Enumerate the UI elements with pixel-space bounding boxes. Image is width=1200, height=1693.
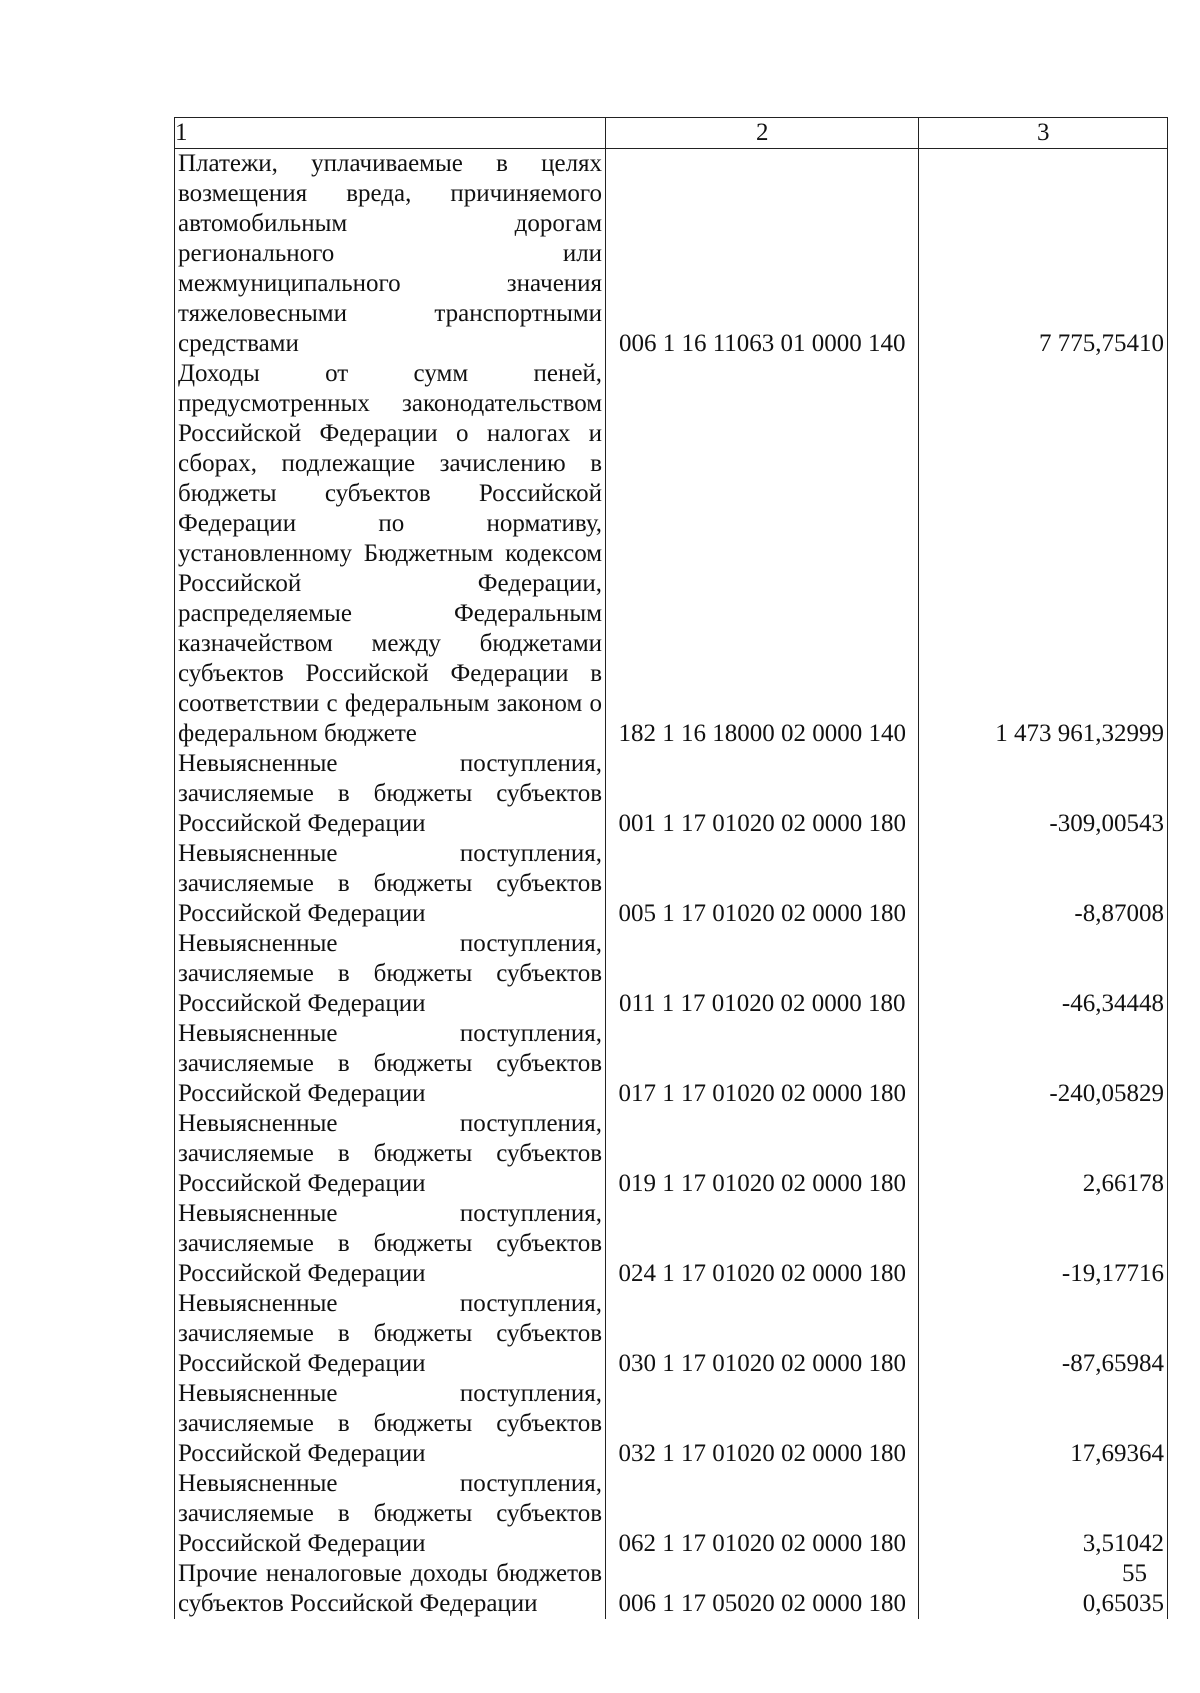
table-row <box>175 749 1168 839</box>
table-row <box>175 359 1168 749</box>
row-code: 062 1 17 01020 02 0000 180 <box>606 1469 919 1559</box>
row-amount: -8,87008 <box>919 839 1168 929</box>
revenue-table <box>174 117 1168 1619</box>
table-row <box>175 1379 1168 1469</box>
row-code: 006 1 16 11063 01 0000 140 <box>606 149 919 360</box>
table-row <box>175 1289 1168 1379</box>
table-body <box>175 149 1168 1620</box>
table-row <box>175 149 1168 360</box>
row-code: 005 1 17 01020 02 0000 180 <box>606 839 919 929</box>
row-code: 032 1 17 01020 02 0000 180 <box>606 1379 919 1469</box>
table-row <box>175 1019 1168 1109</box>
row-description: Невыясненные поступления, зачисляемые в бюджеты субъектов Российской Федерации <box>175 1289 606 1379</box>
table-row <box>175 1559 1168 1619</box>
row-amount: 0,65035 <box>919 1559 1168 1619</box>
row-description: Невыясненные поступления, зачисляемые в бюджеты субъектов Российской Федерации <box>175 1019 606 1109</box>
row-amount: 2,66178 <box>919 1109 1168 1199</box>
table-row <box>175 1199 1168 1289</box>
table-row <box>175 1109 1168 1199</box>
column-header-1: 1 <box>175 118 606 149</box>
row-code: 001 1 17 01020 02 0000 180 <box>606 749 919 839</box>
row-code: 011 1 17 01020 02 0000 180 <box>606 929 919 1019</box>
row-description: Невыясненные поступления, зачисляемые в бюджеты субъектов Российской Федерации <box>175 1469 606 1559</box>
row-amount: -309,00543 <box>919 749 1168 839</box>
row-description: Невыясненные поступления, зачисляемые в бюджеты субъектов Российской Федерации <box>175 839 606 929</box>
row-description: Доходы от сумм пеней, предусмотренных законодательством Российской Федерации о налогах и сборах, подлежащие зачислению в бюджеты субъектов Российской Федерации по нормативу, установленному Бюджетным кодексом Российской Федерации, распределяемые Федеральным казначейством между бюджетами субъектов Российской Федерации в соответствии с федеральным законом о федеральном бюджете <box>175 359 606 749</box>
column-header-2: 2 <box>606 118 919 149</box>
page-number: 55 <box>1122 1560 1147 1587</box>
row-amount: -87,65984 <box>919 1289 1168 1379</box>
row-code: 006 1 17 05020 02 0000 180 <box>606 1559 919 1619</box>
row-amount: -46,34448 <box>919 929 1168 1019</box>
row-amount: 7 775,75410 <box>919 149 1168 360</box>
row-amount: 1 473 961,32999 <box>919 359 1168 749</box>
row-code: 182 1 16 18000 02 0000 140 <box>606 359 919 749</box>
row-description: Невыясненные поступления, зачисляемые в бюджеты субъектов Российской Федерации <box>175 1109 606 1199</box>
row-description: Прочие неналоговые доходы бюджетов субъектов Российской Федерации <box>175 1559 606 1619</box>
row-code: 030 1 17 01020 02 0000 180 <box>606 1289 919 1379</box>
row-amount: -19,17716 <box>919 1199 1168 1289</box>
table-header-row <box>175 118 1168 149</box>
row-description: Платежи, уплачиваемые в целях возмещения вреда, причиняемого автомобильным дорогам регионального или межмуниципального значения тяжеловесными транспортными средствами <box>175 149 606 360</box>
row-description: Невыясненные поступления, зачисляемые в бюджеты субъектов Российской Федерации <box>175 1379 606 1469</box>
row-code: 024 1 17 01020 02 0000 180 <box>606 1199 919 1289</box>
row-code: 017 1 17 01020 02 0000 180 <box>606 1019 919 1109</box>
table-row <box>175 1469 1168 1559</box>
row-description: Невыясненные поступления, зачисляемые в бюджеты субъектов Российской Федерации <box>175 929 606 1019</box>
row-description: Невыясненные поступления, зачисляемые в бюджеты субъектов Российской Федерации <box>175 1199 606 1289</box>
row-amount: 3,51042 <box>919 1469 1168 1559</box>
row-code: 019 1 17 01020 02 0000 180 <box>606 1109 919 1199</box>
table-row <box>175 839 1168 929</box>
row-amount: -240,05829 <box>919 1019 1168 1109</box>
row-description: Невыясненные поступления, зачисляемые в бюджеты субъектов Российской Федерации <box>175 749 606 839</box>
column-header-3: 3 <box>919 118 1168 149</box>
row-amount: 17,69364 <box>919 1379 1168 1469</box>
table-row <box>175 929 1168 1019</box>
